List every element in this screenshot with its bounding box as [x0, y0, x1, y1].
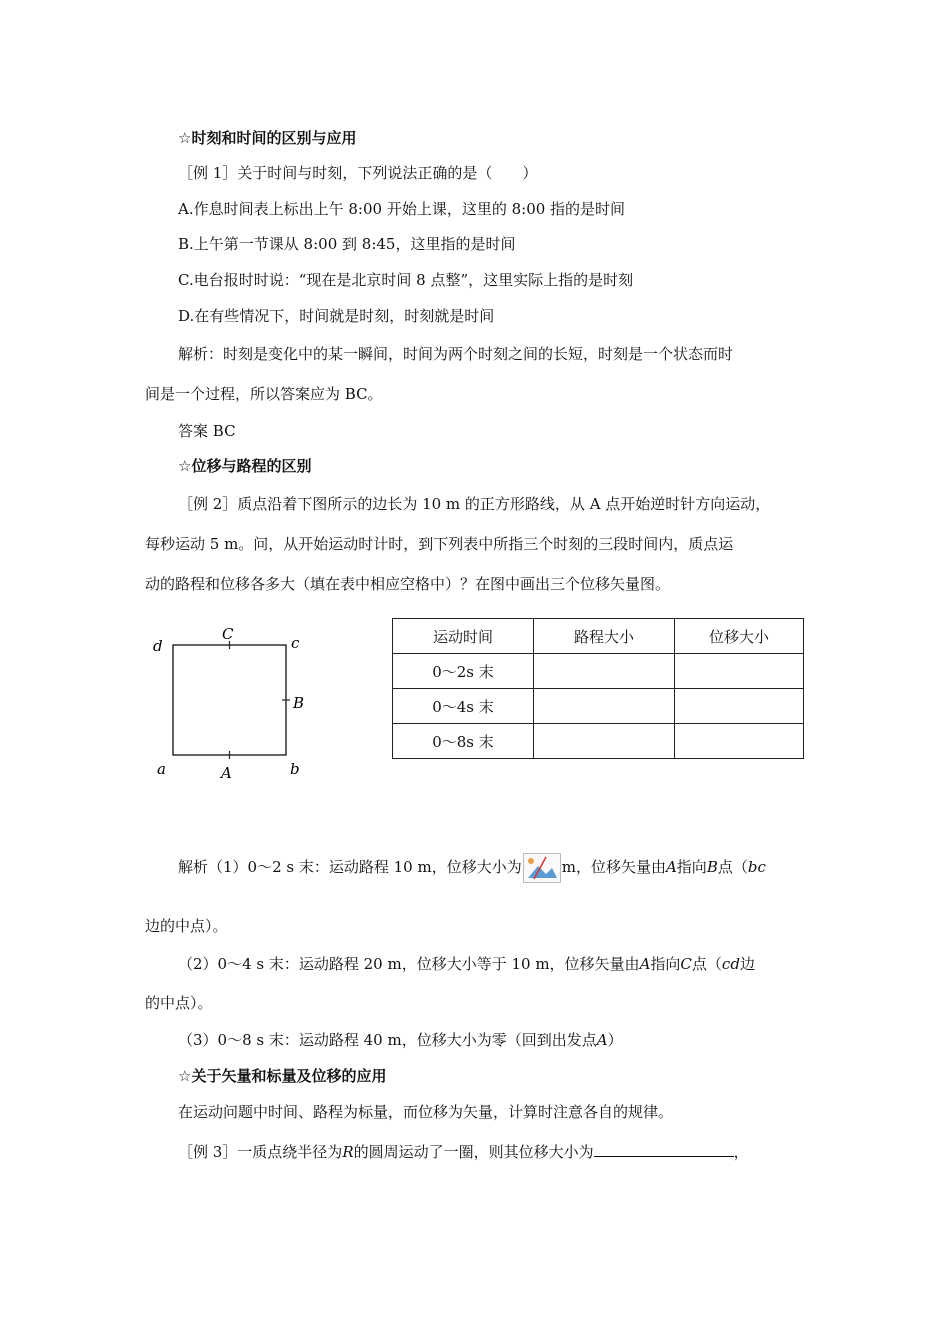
- cell-displacement-blank[interactable]: [675, 689, 804, 724]
- table-row: [393, 654, 804, 689]
- solution-1-text-a: 解析（1）0～2 s 末：运动路程 10 m，位移大小为: [178, 858, 522, 876]
- cell-displacement-blank[interactable]: [675, 654, 804, 689]
- option-a: A.作息时间表上标出上午 8:00 开始上课，这里的 8:00 指的是时间: [178, 200, 626, 218]
- motion-table: [392, 618, 804, 759]
- example-3-R: R: [342, 1143, 354, 1161]
- label-C-upper: C: [222, 625, 234, 643]
- cell-distance-blank[interactable]: [534, 724, 675, 759]
- header-time: 运动时间: [393, 619, 534, 654]
- example-2-line-1: ［例 2］质点沿着下图所示的边长为 10 m 的正方形路线，从 A 点开始逆时针方向运动，: [178, 495, 771, 513]
- option-d: D.在有些情况下，时间就是时刻，时刻就是时间: [178, 307, 495, 325]
- example-1-question: ［例 1］关于时间与时刻，下列说法正确的是（ ）: [178, 164, 538, 182]
- solution-3-line: [178, 1030, 623, 1050]
- solution-3-A: A: [596, 1031, 608, 1049]
- label-B-upper: B: [293, 694, 305, 712]
- example-2-line-2: 每秒运动 5 m。问，从开始运动时计时，到下列表中所指三个时刻的三段时间内，质点运: [145, 535, 734, 553]
- section-heading-vector: ☆关于矢量和标量及位移的应用: [178, 1067, 387, 1085]
- solution-2-end: 的中点）。: [145, 994, 213, 1012]
- example-3-line: [178, 1140, 749, 1162]
- solution-1-A: A: [665, 858, 677, 876]
- broken-image-icon: [523, 853, 561, 883]
- header-distance: 路程大小: [534, 619, 675, 654]
- solution-2-text-b: 指向: [650, 955, 681, 973]
- solution-2-line: [178, 954, 755, 974]
- label-c: c: [291, 634, 300, 652]
- answer-line: 答案 BC: [178, 422, 236, 440]
- solution-1-text-b: m，位移矢量由: [561, 858, 666, 876]
- analysis-line-2: 间是一个过程，所以答案应为 BC。: [145, 385, 383, 403]
- cell-distance-blank[interactable]: [534, 689, 675, 724]
- label-d: d: [153, 637, 163, 655]
- label-b: b: [290, 760, 300, 778]
- solution-3-text-a: （3）0～8 s 末：运动路程 40 m，位移大小为零（回到出发点: [178, 1031, 597, 1049]
- header-displacement: 位移大小: [675, 619, 804, 654]
- section-heading-time: ☆时刻和时间的区别与应用: [178, 129, 357, 147]
- solution-2-cd: cd: [721, 955, 740, 973]
- square-path-diagram: [145, 620, 325, 790]
- solution-3-text-b: ）: [607, 1031, 623, 1049]
- cell-time: 0～4s 末: [393, 689, 534, 724]
- solution-1-B: B: [706, 858, 718, 876]
- analysis-line-1: 解析：时刻是变化中的某一瞬间，时间为两个时刻之间的长短，时刻是一个状态而时: [178, 345, 734, 363]
- solution-1-line: [178, 852, 766, 883]
- cell-displacement-blank[interactable]: [675, 724, 804, 759]
- example-3-text-b: 的圆周运动了一圈，则其位移大小为: [353, 1143, 594, 1161]
- label-a: a: [157, 760, 166, 778]
- solution-1-text-c: 指向: [676, 858, 707, 876]
- example-3-end: ，: [733, 1143, 749, 1161]
- solution-2-A: A: [639, 955, 651, 973]
- example-2-line-3: 动的路程和位移各多大（填在表中相应空格中）？在图中画出三个位移矢量图。: [145, 575, 671, 593]
- solution-1-end: 边的中点）。: [145, 917, 228, 935]
- solution-1-text-d: 点（: [717, 858, 748, 876]
- table-header-row: [393, 619, 804, 654]
- solution-2-text-c: 点（: [691, 955, 722, 973]
- section-3-text: 在运动问题中时间、路程为标量，而位移为矢量，计算时注意各自的规律。: [178, 1103, 674, 1121]
- solution-2-text-d: 边: [739, 955, 755, 973]
- option-c: C.电台报时时说：“现在是北京时间 8 点整”，这里实际上指的是时刻: [178, 271, 634, 289]
- example-3-text-a: ［例 3］一质点绕半径为: [178, 1143, 343, 1161]
- cell-time: 0～2s 末: [393, 654, 534, 689]
- table-row: [393, 724, 804, 759]
- solution-2-text-a: （2）0～4 s 末：运动路程 20 m，位移大小等于 10 m，位移矢量由: [178, 955, 640, 973]
- solution-2-C: C: [680, 955, 692, 973]
- table-row: [393, 689, 804, 724]
- cell-distance-blank[interactable]: [534, 654, 675, 689]
- option-b: B.上午第一节课从 8:00 到 8:45，这里指的是时间: [178, 235, 516, 253]
- section-heading-displacement: ☆位移与路程的区别: [178, 457, 312, 475]
- solution-1-bc: bc: [747, 858, 766, 876]
- label-A-upper: A: [221, 764, 232, 782]
- answer-blank[interactable]: [594, 1140, 734, 1157]
- square-path: [173, 645, 286, 755]
- cell-time: 0～8s 末: [393, 724, 534, 759]
